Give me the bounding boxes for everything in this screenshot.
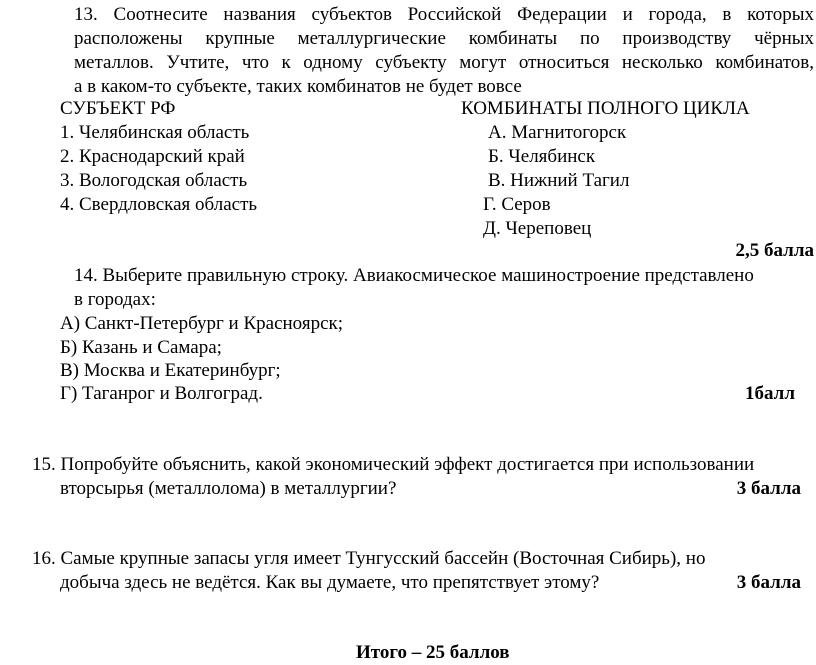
q15-line-2: вторсырья (металлолома) в металлургии? bbox=[60, 478, 397, 499]
q14-line-1: 14. Выберите правильную строку. Авиакосмическое машиностроение представлено bbox=[74, 265, 754, 286]
q14-points: 1балл bbox=[745, 383, 795, 404]
q14-option: А) Санкт-Петербург и Красноярск; bbox=[60, 313, 344, 334]
q16-line-2: добыча здесь не ведётся. Как вы думаете, что препятствует этому? bbox=[60, 572, 600, 593]
city-item: В. Нижний Тагил bbox=[488, 170, 630, 191]
q13-line-4: а в каком-то субъекте, таких комбинатов не будет вовсе bbox=[74, 76, 522, 97]
q14-line-2: в городах: bbox=[74, 289, 156, 310]
plants-header: КОМБИНАТЫ ПОЛНОГО ЦИКЛА bbox=[461, 98, 750, 119]
city-item: А. Магнитогорск bbox=[488, 122, 627, 143]
q14-option: В) Москва и Екатеринбург; bbox=[60, 360, 281, 381]
q13-line-2: расположены крупные металлургические комбинаты по производству чёрных bbox=[74, 28, 814, 49]
subject-item: 3. Вологодская область bbox=[60, 170, 248, 191]
city-item: Г. Серов bbox=[483, 194, 551, 215]
q15-line-1: 15. Попробуйте объяснить, какой экономический эффект достигается при использовании bbox=[32, 454, 755, 475]
q16-line-1: 16. Самые крупные запасы угля имеет Тунгусский бассейн (Восточная Сибирь), но bbox=[32, 548, 706, 569]
q13-points: 2,5 балла bbox=[735, 240, 814, 261]
q16-points: 3 балла bbox=[736, 572, 801, 593]
subject-item: 4. Свердловская область bbox=[60, 194, 258, 215]
city-item: Б. Челябинск bbox=[488, 146, 596, 167]
q15-points: 3 балла bbox=[736, 478, 801, 499]
subject-item: 1. Челябинская область bbox=[60, 122, 250, 143]
subjects-header: СУБЪЕКТ РФ bbox=[60, 98, 176, 119]
q14-option: Г) Таганрог и Волгоград. bbox=[60, 383, 263, 404]
q13-line-1: 13. Соотнесите названия субъектов Российской Федерации и города, в которых bbox=[74, 4, 814, 25]
city-item: Д. Череповец bbox=[483, 218, 592, 239]
q14-option: Б) Казань и Самара; bbox=[60, 337, 222, 358]
q13-line-3: металлов. Учтите, что к одному субъекту могут относиться несколько комбинатов, bbox=[74, 52, 814, 73]
total-score: Итого – 25 баллов bbox=[356, 642, 510, 663]
subject-item: 2. Краснодарский край bbox=[60, 146, 245, 167]
